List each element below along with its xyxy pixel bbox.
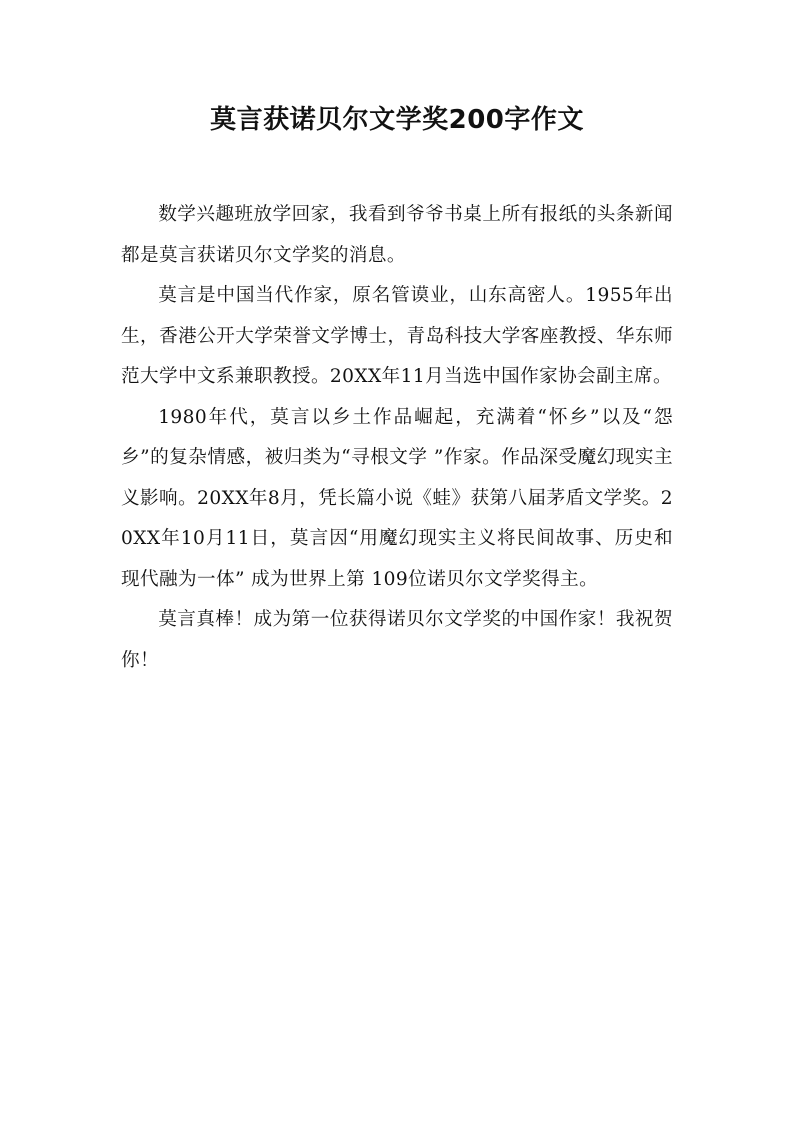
paragraph-3: 1980年代，莫言以乡土作品崛起，充满着“怀乡”以及“怨乡”的复杂情感，被归类为“寻根文学 ”作家。作品深受魔幻现实主义影响。20XX年8月，凭长篇小说《蛙》获第八届茅盾文学奖。20XX年10月11日，莫言因“用魔幻现实主义将民间故事、历史和现代融为一体” 成为世界上第 109位诺贝尔文学奖得主。 xyxy=(121,406,673,590)
paragraph-1: 数学兴趣班放学回家，我看到爷爷书桌上所有报纸的头条新闻都是莫言获诺贝尔文学奖的消息。 xyxy=(121,204,673,266)
paragraph-2: 莫言是中国当代作家，原名管谟业，山东高密人。1955年出生，香港公开大学荣誉文学博士，青岛科技大学客座教授、华东师范大学中文系兼职教授。20XX年11月当选中国作家协会副主席。 xyxy=(121,285,673,387)
document-title: 莫言获诺贝尔文学奖200字作文 xyxy=(210,105,584,135)
document-body xyxy=(121,195,673,681)
paragraph-4: 莫言真棒！成为第一位获得诺贝尔文学奖的中国作家！我祝贺你！ xyxy=(121,609,673,671)
